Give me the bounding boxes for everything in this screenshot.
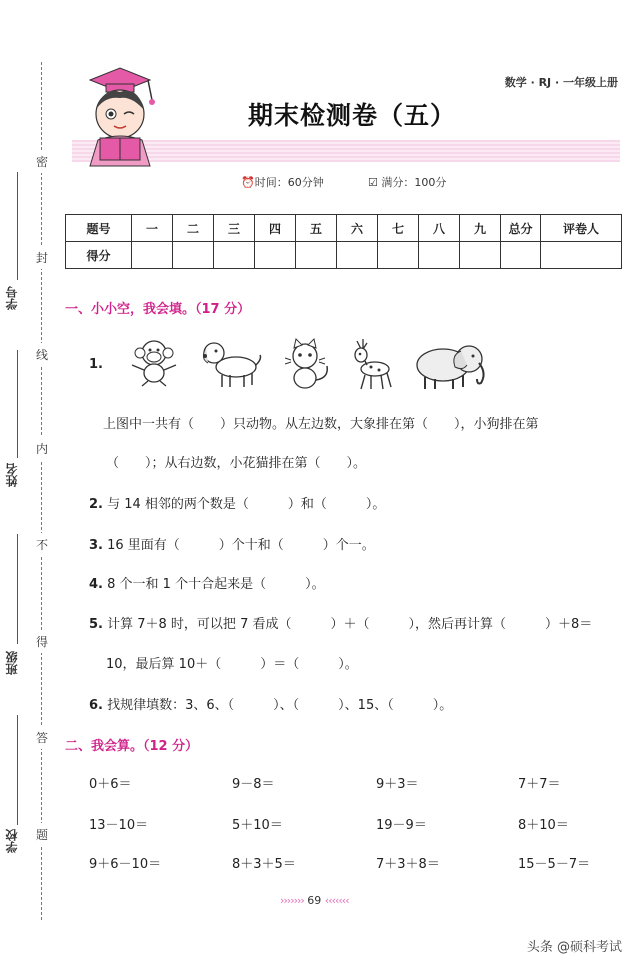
table-cell: 二	[173, 215, 214, 242]
table-cell: 八	[419, 215, 460, 242]
q3: 3. 16 里面有（ ）个十和（ ）个一。	[89, 538, 375, 553]
left-arrows-icon: ‹‹‹‹‹‹‹	[324, 894, 349, 907]
q4: 4. 8 个一和 1 个十合起来是（ ）。	[89, 577, 325, 592]
calc-item: 9＋6－10＝	[89, 857, 162, 872]
calc-item: 9＋3＝	[376, 777, 419, 792]
seal-char: 不	[34, 533, 50, 556]
school-label: 学校	[5, 829, 19, 853]
q1-text-line2: （ ）；从右边数，小花猫排在第（ ）。	[106, 456, 367, 471]
name-label: 姓名	[5, 463, 19, 487]
watermark: 头条 @硕科考试	[526, 940, 622, 955]
seal-char: 答	[34, 726, 50, 749]
calc-item: 5＋10＝	[232, 818, 283, 833]
school-line[interactable]	[17, 715, 18, 825]
score-cell[interactable]	[460, 242, 501, 269]
score-cell[interactable]	[214, 242, 255, 269]
elephant-icon	[411, 335, 491, 391]
q5: 5. 计算 7＋8 时，可以把 7 看成（ ）＋（ ），然后再计算（ ）＋8＝	[89, 617, 593, 632]
calc-item: 19－9＝	[376, 818, 427, 833]
dog-icon	[196, 337, 264, 389]
calc-item: 9－8＝	[232, 777, 275, 792]
q2: 2. 与 14 相邻的两个数是（ ）和（ ）。	[89, 497, 386, 512]
score-cell[interactable]	[419, 242, 460, 269]
calc-item: 13－10＝	[89, 818, 149, 833]
page-title: 期末检测卷（五）	[248, 101, 457, 130]
seal-char: 密	[34, 150, 50, 173]
subject-label: 数学 · RJ · 一年级上册	[504, 76, 618, 89]
q5-line2: 10，最后算 10＋（ ）＝（ ）。	[106, 657, 358, 672]
seal-dashed-line	[41, 62, 42, 920]
table-cell: 五	[296, 215, 337, 242]
section-2-heading: 二、我会算。（12 分）	[65, 739, 199, 754]
student-id-label: 学号	[5, 286, 19, 310]
score-table	[65, 214, 622, 269]
q1-number: 1.	[89, 357, 103, 372]
q6: 6. 找规律填数：3、6、（ ）、（ ）、15、（ ）。	[89, 698, 453, 713]
score-cell[interactable]	[337, 242, 378, 269]
section-1-heading: 一、小小空，我会填。（17 分）	[65, 302, 251, 317]
class-label: 班级	[5, 651, 19, 675]
page-footer	[280, 894, 349, 907]
table-cell: 六	[337, 215, 378, 242]
calc-item: 8＋3＋5＝	[232, 857, 296, 872]
score-cell[interactable]	[255, 242, 296, 269]
calc-item: 8＋10＝	[518, 818, 569, 833]
class-line[interactable]	[17, 534, 18, 644]
score-cell[interactable]	[501, 242, 541, 269]
clock-icon: ⏰	[241, 176, 255, 189]
page-number: 69	[307, 894, 322, 907]
table-cell: 三	[214, 215, 255, 242]
right-arrows-icon: ›››››››	[280, 894, 304, 907]
score-cell[interactable]	[173, 242, 214, 269]
deer-icon	[347, 337, 397, 391]
cat-icon	[283, 338, 333, 390]
checkbox-icon: ☑	[368, 176, 378, 189]
seal-char: 内	[34, 437, 50, 460]
score-info: ☑ 满分：100分	[368, 176, 447, 189]
monkey-icon	[128, 337, 180, 387]
seal-char: 线	[34, 343, 50, 366]
table-cell: 得分	[66, 242, 132, 269]
calc-item: 15－5－7＝	[518, 857, 591, 872]
table-cell: 七	[378, 215, 419, 242]
score-cell[interactable]	[296, 242, 337, 269]
time-info: ⏰时间：60分钟	[241, 176, 324, 189]
table-cell: 总分	[501, 215, 541, 242]
score-cell[interactable]	[132, 242, 173, 269]
table-cell: 九	[460, 215, 501, 242]
score-table-header-row	[66, 215, 622, 242]
score-table-score-row	[66, 242, 622, 269]
table-cell: 评卷人	[541, 215, 622, 242]
calc-item: 0＋6＝	[89, 777, 132, 792]
seal-char: 得	[34, 630, 50, 653]
student-reading-icon	[70, 66, 170, 172]
seal-char: 封	[34, 246, 50, 269]
q1-text-line1: 上图中一共有（ ）只动物。从左边数，大象排在第（ ），小狗排在第	[103, 417, 539, 432]
calc-item: 7＋7＝	[518, 777, 561, 792]
name-line[interactable]	[17, 350, 18, 458]
table-cell: 一	[132, 215, 173, 242]
table-cell: 题号	[66, 215, 132, 242]
table-cell: 四	[255, 215, 296, 242]
calc-item: 7＋3＋8＝	[376, 857, 440, 872]
score-cell[interactable]	[541, 242, 622, 269]
score-cell[interactable]	[378, 242, 419, 269]
seal-char: 题	[34, 823, 50, 846]
student-id-line[interactable]	[17, 172, 18, 280]
